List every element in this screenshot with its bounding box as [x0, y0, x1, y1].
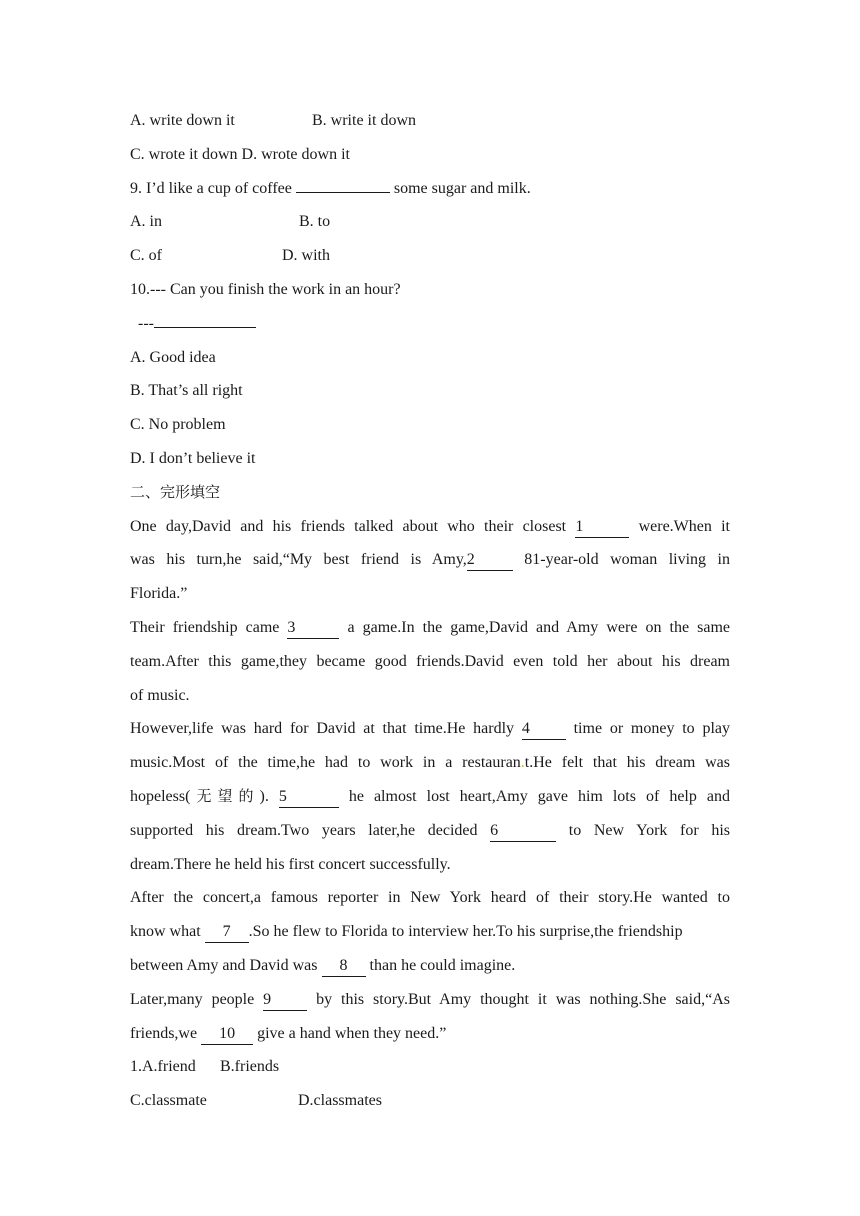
passage-text: t.He felt that his dream was	[524, 754, 730, 772]
passage-text: Later,many people	[130, 990, 264, 1008]
passage-text: give a hand when they need.”	[253, 1024, 447, 1042]
q9-text-before: 9. I’d like a cup of coffee	[130, 179, 296, 197]
passage-text: hopeless(	[130, 787, 191, 805]
answer-1-options-cd	[130, 1084, 730, 1118]
q10-option-c: C. No problem	[130, 416, 226, 434]
blank-1: 1	[575, 518, 629, 538]
passage-line	[130, 543, 730, 577]
blank-6: 6	[490, 822, 556, 842]
passage-line	[130, 611, 730, 645]
blank-4: 4	[522, 720, 566, 740]
q10-option-b: B. That’s all right	[130, 382, 243, 400]
passage-text: than he could imagine.	[365, 956, 516, 974]
q9-option-b: B. to	[299, 213, 331, 231]
blank-2: 2	[467, 551, 513, 571]
q8-option-a: A. write down it	[130, 112, 235, 129]
q8-option-b: B. write it down	[312, 112, 416, 129]
q9-options-cd	[130, 239, 730, 273]
passage-text: friends,we	[130, 1024, 202, 1042]
passage-line	[130, 510, 730, 544]
passage-line: team.After this game,they became good friends.David even told her about his dream	[130, 652, 730, 670]
passage-line	[130, 712, 730, 746]
blank-5: 5	[279, 788, 339, 808]
passage-line	[130, 814, 730, 848]
passage-text: 81-year-old woman living in	[512, 551, 730, 569]
passage-line	[130, 915, 730, 949]
q9-option-c: C. of	[130, 247, 162, 265]
q8-options-cd: C. wrote it down D. wrote down it	[130, 145, 350, 163]
passage-line: After the concert,a famous reporter in New York heard of their story.He wanted to	[130, 889, 730, 907]
q10-answer-blank	[154, 309, 256, 328]
blank-9: 9	[263, 991, 307, 1011]
q9-question	[130, 172, 730, 206]
passage-text: to New York for his	[556, 821, 730, 839]
passage-text: were.When it	[629, 517, 730, 535]
q10-option-a: A. Good idea	[130, 348, 216, 366]
q10-reply-prefix: ---	[130, 314, 154, 332]
passage-line: Florida.”	[130, 585, 188, 603]
passage-text: know what	[130, 923, 205, 941]
q9-option-a: A. in	[130, 213, 162, 231]
q9-option-d: D. with	[282, 247, 330, 265]
q10-question: 10.--- Can you finish the work in an hour?	[130, 280, 401, 298]
highlight-dot: .	[520, 754, 525, 772]
passage-text: he almost lost heart,Amy gave him lots of help and	[338, 787, 730, 805]
passage-text: .So he flew to Florida to interview her.To his surprise,the friendship	[248, 923, 683, 941]
passage-line: of music.	[130, 686, 190, 704]
passage-text: ).	[259, 787, 279, 805]
q9-options-ab	[130, 205, 730, 239]
answer-1-option-a: 1.A.friend	[130, 1058, 196, 1076]
answer-1-option-c: C.classmate	[130, 1092, 207, 1110]
answer-1-option-d: D.classmates	[298, 1092, 382, 1110]
section-title: 二、完形填空	[130, 482, 221, 501]
passage-text: Their friendship came	[130, 618, 288, 636]
blank-10: 10	[201, 1025, 253, 1045]
blank-8: 8	[322, 957, 366, 977]
chinese-gloss: 无望的	[190, 786, 260, 805]
blank-3: 3	[287, 619, 339, 639]
passage-text: time or money to play	[565, 720, 730, 738]
passage-text: between Amy and David was	[130, 956, 322, 974]
blank-7: 7	[205, 923, 249, 943]
passage-text: music.Most of the time,he had to work in a restauran	[130, 754, 521, 772]
passage-line: dream.There he held his first concert successfully.	[130, 855, 451, 873]
q10-option-d: D. I don’t believe it	[130, 449, 256, 467]
q9-text-after: some sugar and milk.	[389, 179, 531, 197]
exam-page	[130, 104, 730, 1118]
passage-text: a game.In the game,David and Amy were on the same	[339, 618, 730, 636]
passage-line	[130, 983, 730, 1017]
passage-text: by this story.But Amy thought it was nothing.She said,“As	[307, 990, 730, 1008]
passage-line	[130, 1017, 730, 1051]
q8-options-ab	[130, 104, 730, 138]
passage-text: was his turn,he said,“My best friend is Amy,	[130, 551, 467, 569]
passage-line	[130, 746, 730, 780]
q9-answer-blank	[296, 174, 390, 193]
passage-text: One day,David and his friends talked about who their closest	[130, 517, 576, 535]
answer-1-options-ab	[130, 1050, 730, 1084]
q10-reply	[130, 307, 730, 341]
passage-line	[130, 949, 730, 983]
passage-text: supported his dream.Two years later,he decided	[130, 821, 491, 839]
passage-text: However,life was hard for David at that time.He hardly	[130, 720, 522, 738]
passage-line	[130, 780, 730, 814]
answer-1-option-b: B.friends	[220, 1058, 280, 1076]
